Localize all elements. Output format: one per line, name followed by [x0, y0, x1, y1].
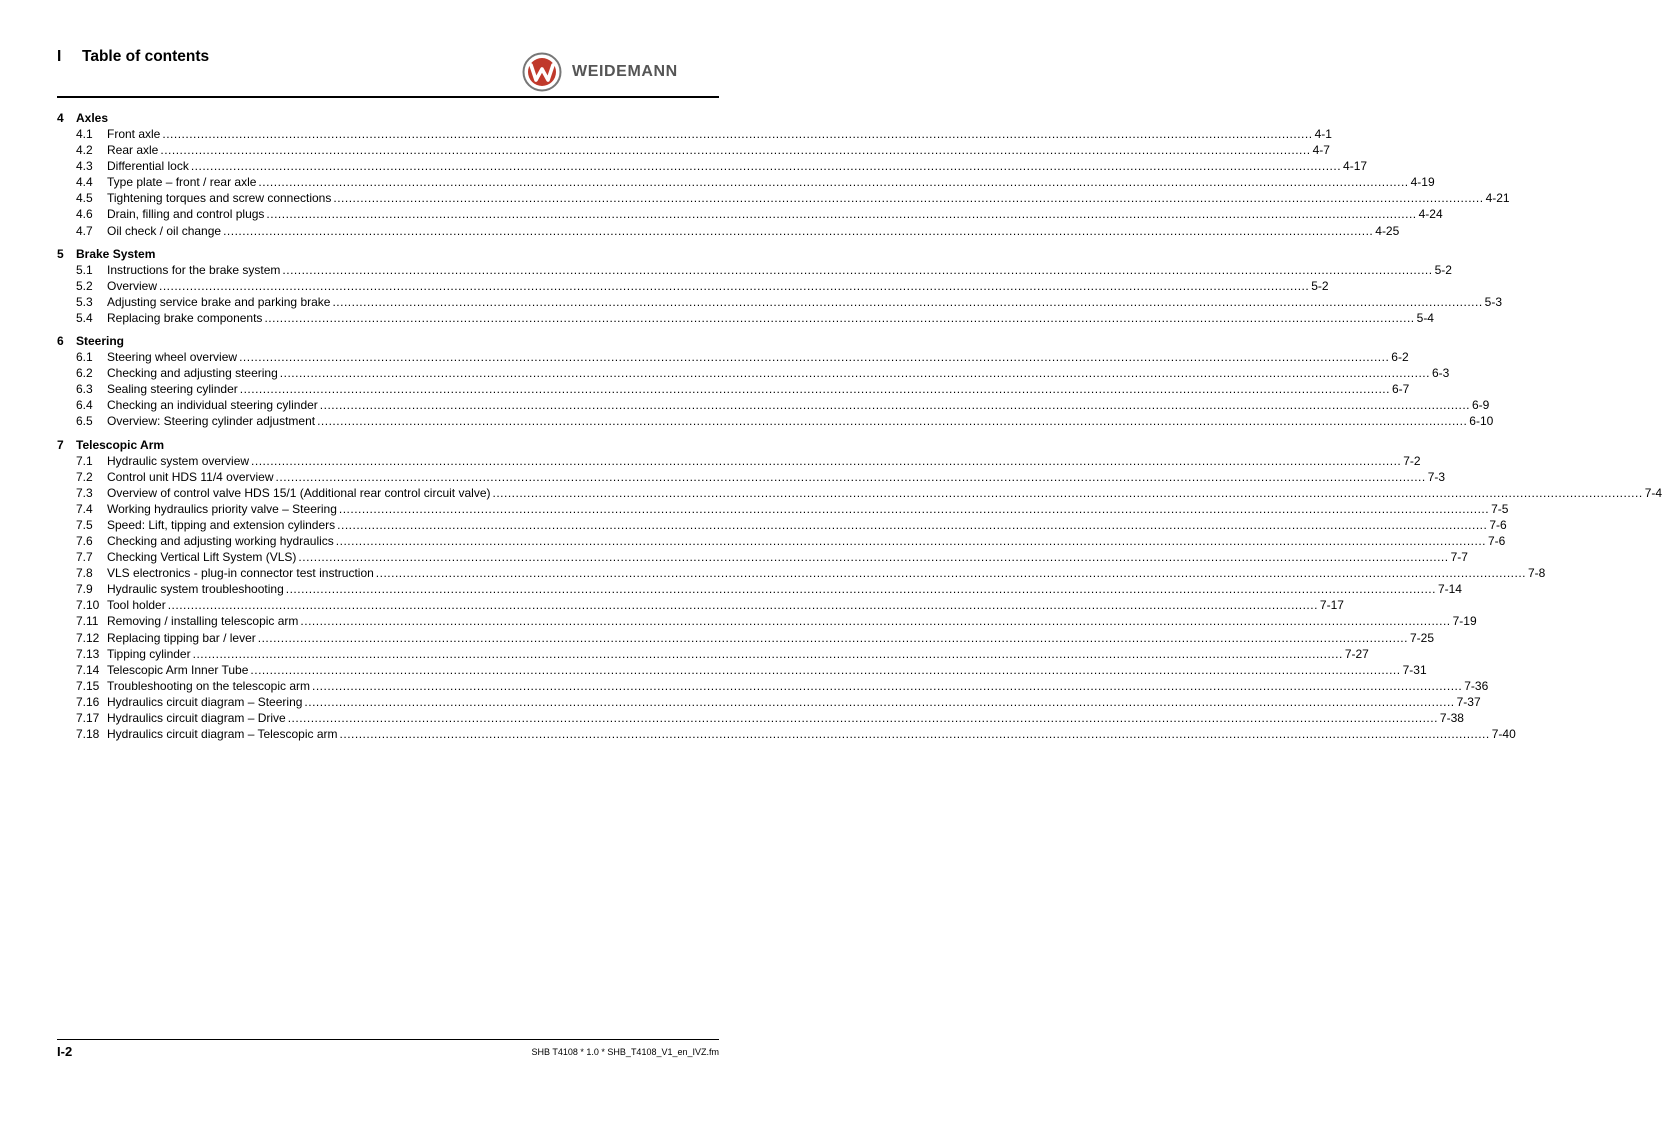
entry-number: 5.2 — [76, 278, 93, 293]
toc-entry[interactable] — [57, 678, 1489, 694]
toc-entry[interactable] — [57, 126, 1332, 142]
toc-entry[interactable] — [57, 469, 1446, 485]
toc-entry[interactable] — [57, 413, 1494, 429]
dot-leader: ............................................................................................................................................................................................................................................................................................................ — [300, 614, 1451, 629]
toc-entry[interactable] — [57, 581, 1462, 597]
entry-number: 4.6 — [76, 207, 93, 222]
dot-leader: ............................................................................................................................................................................................................................................................................................................ — [317, 414, 1468, 429]
entry-page: 7-2 — [1403, 453, 1421, 468]
entry-page: 4-1 — [1314, 127, 1332, 141]
entry-title: Removing / installing telescopic arm — [107, 614, 299, 629]
dot-leader: ............................................................................................................................................................................................................................................................................................................ — [239, 350, 1390, 365]
toc-entry[interactable] — [57, 517, 1507, 533]
entry-number: 7.4 — [76, 501, 93, 516]
entry-title: Tipping cylinder — [107, 646, 191, 661]
entry-page: 6-7 — [1391, 382, 1410, 397]
entry-number: 7.16 — [76, 694, 100, 709]
entry-number: 7.18 — [76, 727, 100, 742]
entry-number: 5.3 — [76, 294, 93, 309]
chapter-number: 4 — [57, 111, 64, 125]
chapter-4 — [57, 110, 1510, 239]
entry-title: Overview of control valve HDS 15/1 (Additional rear control circuit valve) — [107, 485, 491, 500]
dot-leader: ............................................................................................................................................................................................................................................................................................................ — [162, 127, 1313, 141]
entry-number: 4.7 — [76, 223, 93, 238]
dot-leader: ............................................................................................................................................................................................................................................................................................................ — [159, 278, 1310, 293]
dot-leader: ............................................................................................................................................................................................................................................................................................................ — [337, 517, 1488, 532]
chapter-heading[interactable] — [57, 333, 719, 349]
chapter-number: 6 — [57, 334, 64, 349]
toc-entry[interactable] — [57, 206, 1443, 222]
dot-leader: ............................................................................................................................................................................................................................................................................................................ — [258, 175, 1409, 190]
entry-page: 7-6 — [1488, 533, 1506, 548]
entry-page: 5-2 — [1311, 278, 1329, 293]
entry-number: 7.6 — [76, 533, 93, 548]
entry-number: 4.2 — [76, 143, 93, 158]
brand-logo — [522, 52, 678, 92]
entry-number: 7.10 — [76, 598, 100, 613]
dot-leader: ............................................................................................................................................................................................................................................................................................................ — [275, 469, 1426, 484]
entry-page: 4-25 — [1375, 223, 1400, 238]
chapter-title: Telescopic Arm — [76, 437, 165, 452]
chapter-heading[interactable] — [57, 110, 719, 126]
entry-page: 7-38 — [1439, 711, 1464, 725]
entry-number: 6.3 — [76, 382, 93, 397]
entry-number: 7.8 — [76, 566, 93, 581]
entry-number: 7.11 — [76, 614, 99, 629]
entry-page: 4-7 — [1312, 143, 1330, 158]
dot-leader: ............................................................................................................................................................................................................................................................................................................ — [266, 207, 1417, 222]
toc-entry[interactable] — [57, 597, 1344, 613]
dot-leader: ............................................................................................................................................................................................................................................................................................................ — [304, 694, 1455, 709]
entry-page: 4-17 — [1343, 159, 1368, 174]
entry-title: Replacing tipping bar / lever — [107, 630, 256, 645]
dot-leader: ............................................................................................................................................................................................................................................................................................................ — [239, 382, 1390, 397]
toc-entry[interactable] — [57, 349, 1409, 365]
entry-number: 7.13 — [76, 646, 100, 661]
entry-page: 5-4 — [1416, 310, 1434, 325]
entry-title: Rear axle — [107, 143, 159, 158]
entry-number: 7.7 — [76, 550, 93, 565]
entry-title: Differential lock — [107, 159, 189, 174]
dot-leader: ............................................................................................................................................................................................................................................................................................................ — [190, 159, 1342, 174]
dot-leader: ............................................................................................................................................................................................................................................................................................................ — [279, 366, 1430, 381]
dot-leader: ............................................................................................................................................................................................................................................................................................................ — [223, 223, 1374, 238]
dot-leader: ............................................................................................................................................................................................................................................................................................................ — [264, 310, 1415, 325]
entry-page: 4-21 — [1485, 191, 1510, 206]
section-letter: I — [57, 48, 62, 65]
dot-leader: ............................................................................................................................................................................................................................................................................................................ — [192, 646, 1343, 661]
toc-entry[interactable] — [57, 310, 1434, 326]
toc-entry[interactable] — [57, 278, 1329, 294]
weidemann-logo-icon — [522, 52, 562, 92]
entry-number: 6.2 — [76, 366, 93, 381]
toc-entry[interactable] — [57, 365, 1450, 381]
toc-entry[interactable] — [57, 223, 1400, 239]
toc-entry[interactable] — [57, 565, 1546, 581]
entry-title: Checking an individual steering cylinder — [107, 398, 318, 413]
dot-leader: ............................................................................................................................................................................................................................................................................................................ — [298, 550, 1449, 565]
entry-number: 4.3 — [76, 159, 93, 174]
dot-leader: ............................................................................................................................................................................................................................................................................................................ — [333, 191, 1484, 206]
entry-page: 4-24 — [1418, 207, 1443, 222]
entry-title: Hydraulics circuit diagram – Steering — [107, 694, 303, 709]
chapter-number: 7 — [57, 437, 64, 452]
page-number: I-2 — [57, 1044, 73, 1059]
entry-title: Checking and adjusting working hydraulics — [107, 533, 334, 548]
entry-page: 6-3 — [1431, 366, 1450, 381]
entry-title: Checking Vertical Lift System (VLS) — [107, 550, 297, 565]
entry-number: 7.14 — [76, 662, 100, 677]
entry-number: 4.5 — [76, 191, 93, 206]
entry-title: Hydraulic system overview — [107, 453, 250, 468]
entry-title: Hydraulics circuit diagram – Telescopic arm — [107, 727, 338, 742]
toc-entry[interactable] — [57, 710, 1464, 726]
entry-page: 5-3 — [1484, 294, 1503, 309]
dot-leader: ............................................................................................................................................................................................................................................................................................................ — [250, 662, 1401, 677]
toc-entry[interactable] — [57, 662, 1427, 678]
entry-page: 7-27 — [1344, 646, 1369, 661]
toc-entry[interactable] — [57, 630, 1434, 646]
entry-page: 6-2 — [1391, 350, 1409, 365]
toc-entry[interactable] — [57, 549, 1468, 565]
chapter-6 — [57, 333, 1494, 429]
entry-page: 7-25 — [1409, 630, 1434, 645]
toc-entry[interactable] — [57, 158, 1368, 174]
entry-title: Adjusting service brake and parking brake — [107, 294, 331, 309]
entry-title: Oil check / oil change — [107, 223, 222, 238]
entry-title: Instructions for the brake system — [107, 262, 281, 277]
entry-title: VLS electronics - plug-in connector test instruction — [107, 566, 374, 581]
dot-leader: ............................................................................................................................................................................................................................................................................................................ — [312, 678, 1463, 693]
toc-entry[interactable] — [57, 694, 1481, 710]
entry-title: Front axle — [107, 127, 161, 141]
document-reference: SHB T4108 * 1.0 * SHB_T4108_V1_en_IVZ.fm — [531, 1047, 719, 1057]
entry-page: 7-7 — [1450, 550, 1468, 565]
entry-title: Speed: Lift, tipping and extension cylinders — [107, 517, 336, 532]
entry-number: 7.9 — [76, 582, 93, 597]
entry-title: Hydraulics circuit diagram – Drive — [107, 711, 286, 725]
header-rule — [57, 96, 719, 98]
entry-number: 7.2 — [76, 469, 93, 484]
chapter-7 — [57, 437, 1662, 743]
entry-page: 4-19 — [1410, 175, 1435, 190]
entry-title: Working hydraulics priority valve – Steering — [107, 501, 337, 516]
entry-page: 7-5 — [1491, 501, 1509, 516]
entry-number: 7.3 — [76, 485, 93, 500]
entry-number: 7.15 — [76, 678, 100, 693]
entry-page: 7-19 — [1452, 614, 1477, 629]
page-title: Table of contents — [82, 48, 210, 65]
entry-number: 5.1 — [76, 262, 93, 277]
toc-entry[interactable] — [57, 294, 1503, 310]
entry-page: 7-17 — [1319, 598, 1344, 613]
toc-entry[interactable] — [57, 646, 1369, 662]
chapter-5 — [57, 246, 1503, 326]
entry-number: 4.1 — [76, 127, 93, 141]
entry-title: Checking and adjusting steering — [107, 366, 278, 381]
entry-number: 7.5 — [76, 517, 93, 532]
chapter-title: Axles — [76, 111, 109, 125]
chapter-title: Steering — [76, 334, 125, 349]
entry-page: 7-8 — [1528, 566, 1546, 581]
brand-name: WEIDEMANN — [572, 63, 678, 80]
dot-leader: ............................................................................................................................................................................................................................................................................................................ — [287, 711, 1438, 725]
toc-entry[interactable] — [57, 262, 1452, 278]
chapter-heading[interactable] — [57, 437, 719, 453]
toc-entry[interactable] — [57, 613, 1477, 629]
entry-page: 7-6 — [1489, 517, 1507, 532]
entry-page: 5-2 — [1434, 262, 1452, 277]
entry-number: 7.17 — [76, 711, 100, 725]
entry-title: Replacing brake components — [107, 310, 263, 325]
entry-page: 6-9 — [1472, 398, 1490, 413]
toc-entry[interactable] — [57, 533, 1506, 549]
dot-leader: ............................................................................................................................................................................................................................................................................................................ — [375, 566, 1526, 581]
footer-rule — [57, 1039, 719, 1040]
entry-number: 7.1 — [76, 453, 93, 468]
chapter-number: 5 — [57, 246, 64, 261]
entry-number: 7.12 — [76, 630, 100, 645]
entry-title: Tool holder — [107, 598, 166, 613]
entry-page: 7-14 — [1437, 582, 1462, 597]
dot-leader: ............................................................................................................................................................................................................................................................................................................ — [335, 533, 1486, 548]
toc-entry[interactable] — [57, 726, 1516, 742]
entry-page: 7-40 — [1491, 727, 1516, 742]
entry-title: Sealing steering cylinder — [107, 382, 238, 397]
entry-page: 6-10 — [1469, 414, 1494, 429]
entry-number: 6.1 — [76, 350, 93, 365]
dot-leader: ............................................................................................................................................................................................................................................................................................................ — [282, 262, 1433, 277]
toc-entry[interactable] — [57, 501, 1509, 517]
toc-entry[interactable] — [57, 453, 1421, 469]
entry-title: Type plate – front / rear axle — [107, 175, 257, 190]
entry-page: 7-3 — [1427, 469, 1446, 484]
entry-page: 7-31 — [1402, 662, 1427, 677]
toc-entry[interactable] — [57, 142, 1330, 158]
dot-leader: ............................................................................................................................................................................................................................................................................................................ — [257, 630, 1408, 645]
entry-title: Control unit HDS 11/4 overview — [107, 469, 274, 484]
entry-title: Overview: Steering cylinder adjustment — [107, 414, 316, 429]
dot-leader: ............................................................................................................................................................................................................................................................................................................ — [338, 501, 1490, 516]
entry-page: 7-37 — [1456, 694, 1481, 709]
dot-leader: ............................................................................................................................................................................................................................................................................................................ — [492, 485, 1643, 500]
entry-title: Drain, filling and control plugs — [107, 207, 265, 222]
dot-leader: ............................................................................................................................................................................................................................................................................................................ — [251, 453, 1402, 468]
entry-title: Overview — [107, 278, 158, 293]
dot-leader: ............................................................................................................................................................................................................................................................................................................ — [160, 143, 1311, 158]
entry-title: Telescopic Arm Inner Tube — [107, 662, 249, 677]
entry-title: Hydraulic system troubleshooting — [107, 582, 284, 597]
entry-title: Troubleshooting on the telescopic arm — [107, 678, 311, 693]
toc-entry[interactable] — [57, 190, 1510, 206]
chapter-heading[interactable] — [57, 246, 719, 262]
chapter-title: Brake System — [76, 246, 156, 261]
entry-page: 7-36 — [1464, 678, 1489, 693]
dot-leader: ............................................................................................................................................................................................................................................................................................................ — [167, 598, 1318, 613]
entry-number: 6.4 — [76, 398, 93, 413]
entry-number: 5.4 — [76, 310, 93, 325]
entry-page: 7-4 — [1644, 485, 1662, 500]
page-header — [57, 48, 209, 66]
toc-entry[interactable] — [57, 381, 1410, 397]
dot-leader: ............................................................................................................................................................................................................................................................................................................ — [285, 582, 1436, 597]
toc-entry[interactable] — [57, 485, 1662, 501]
table-of-contents — [57, 110, 1662, 749]
toc-entry[interactable] — [57, 174, 1435, 190]
dot-leader: ............................................................................................................................................................................................................................................................................................................ — [339, 727, 1490, 742]
entry-title: Steering wheel overview — [107, 350, 238, 365]
entry-number: 4.4 — [76, 175, 93, 190]
dot-leader: ............................................................................................................................................................................................................................................................................................................ — [319, 398, 1470, 413]
toc-entry[interactable] — [57, 397, 1490, 413]
entry-title: Tightening torques and screw connections — [107, 191, 332, 206]
dot-leader: ............................................................................................................................................................................................................................................................................................................ — [332, 294, 1483, 309]
entry-number: 6.5 — [76, 414, 93, 429]
